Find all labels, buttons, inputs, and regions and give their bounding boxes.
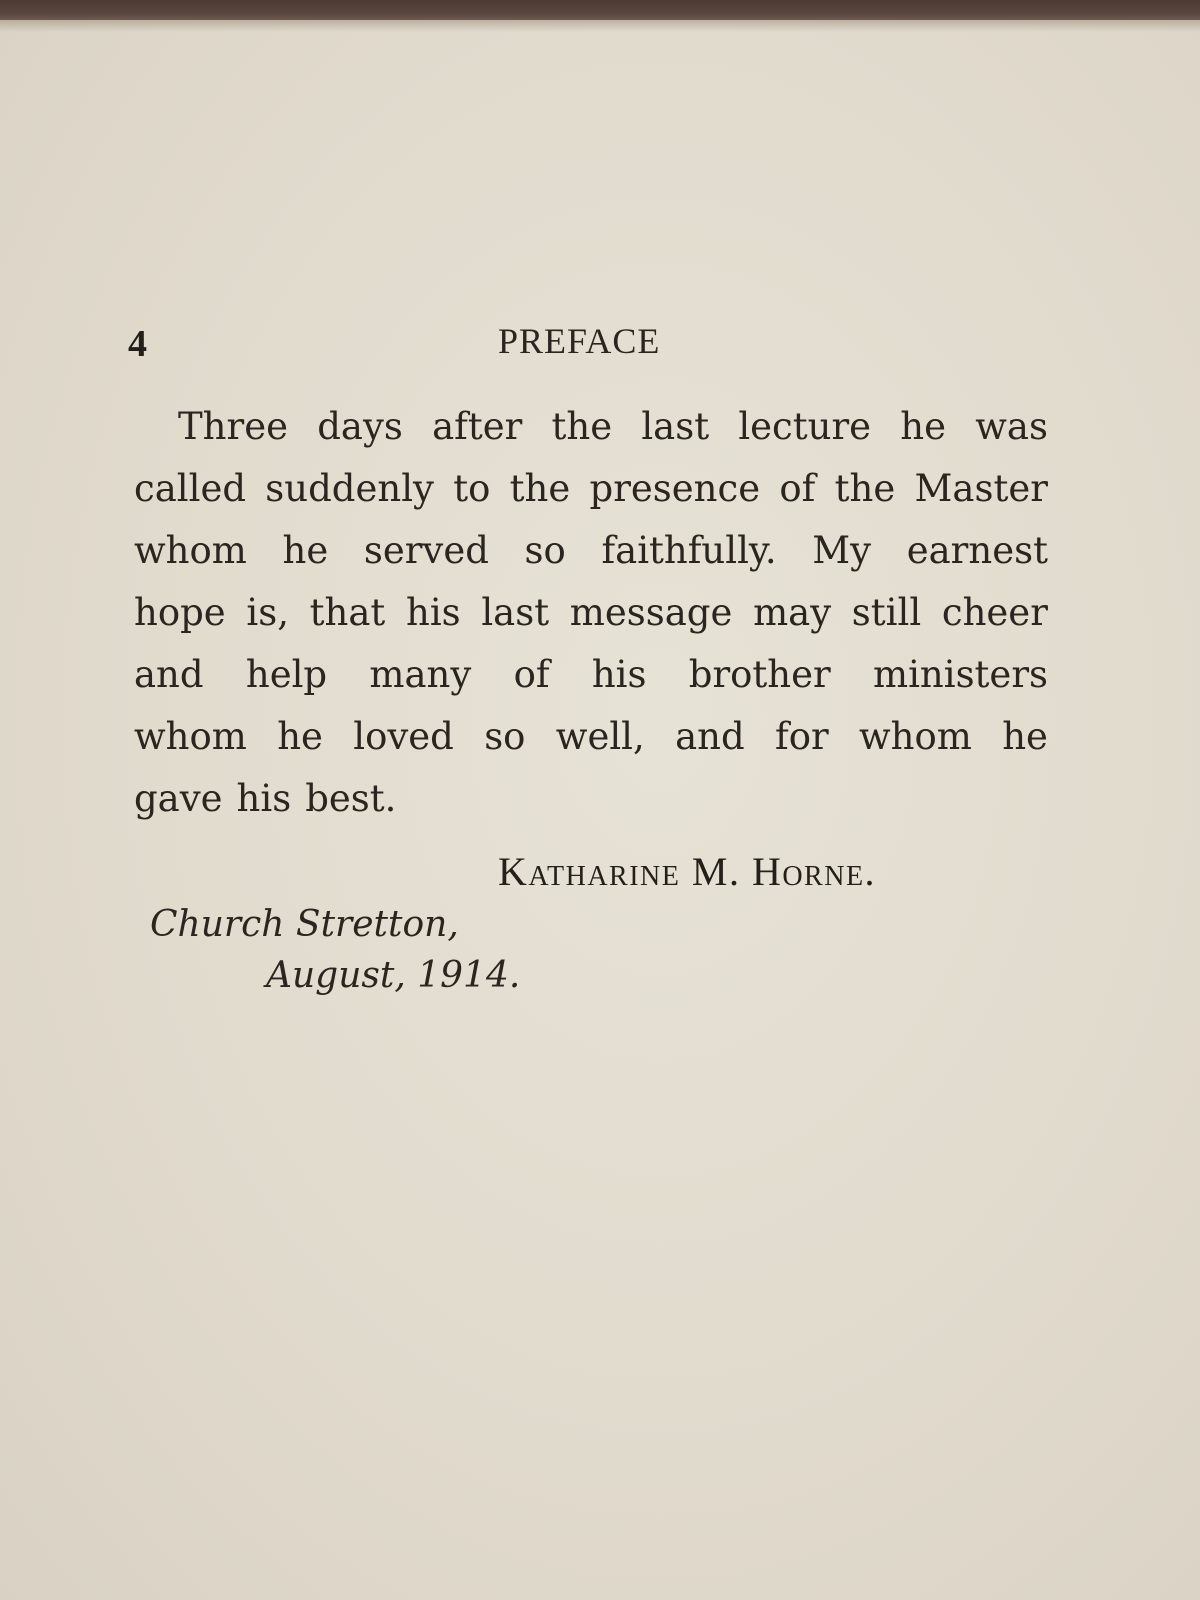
paragraph-word: hope [134, 591, 226, 634]
paragraph-word: the [509, 467, 571, 510]
paragraph-word: called [134, 467, 247, 510]
paragraph-word: to [453, 467, 491, 510]
paragraph-word: ministers [872, 653, 1048, 696]
date-line: August, 1914. [266, 955, 521, 996]
paragraph-word: his [405, 591, 461, 634]
paragraph-word: so [524, 529, 566, 572]
paragraph-word: after [432, 405, 523, 448]
paragraph-word: and [134, 653, 204, 696]
paragraph-word: he [1002, 715, 1048, 758]
paragraph-word: whom [134, 529, 247, 572]
place-line: Church Stretton, [150, 904, 459, 945]
paragraph-word: cheer [941, 591, 1048, 634]
paragraph-word: My [812, 529, 872, 572]
running-head: PREFACE [498, 321, 661, 361]
paragraph-word: suddenly [265, 467, 434, 510]
paragraph-line-1 [134, 396, 1048, 458]
paragraph-word: the [834, 467, 896, 510]
paragraph-word: Three [178, 405, 288, 448]
paragraph-word: presence [589, 467, 761, 510]
paragraph-word: brother [688, 653, 831, 696]
paragraph-word: that [309, 591, 386, 634]
paragraph-word: last [641, 405, 710, 448]
paragraph-word: message [569, 591, 733, 634]
paragraph-word: days [317, 405, 403, 448]
page-header [128, 318, 1028, 368]
paragraph-word: help [245, 653, 328, 696]
paragraph-word: well, [555, 715, 645, 758]
page-shadow [0, 20, 1200, 32]
paragraph-word: loved [353, 715, 454, 758]
paragraph-word: the [551, 405, 613, 448]
paragraph-word: still [851, 591, 922, 634]
paragraph-word: served [363, 529, 489, 572]
paragraph-word: lecture [738, 405, 872, 448]
paragraph-word: best. [305, 777, 397, 820]
paragraph-word: gave [134, 777, 223, 820]
paragraph-line-7 [134, 768, 1048, 830]
preface-paragraph [134, 396, 1048, 830]
paragraph-word: he [900, 405, 946, 448]
paragraph-word: his [591, 653, 647, 696]
paragraph-word: of [779, 467, 816, 510]
paragraph-word: he [277, 715, 323, 758]
paragraph-word: is, [246, 591, 289, 634]
paragraph-word: whom [859, 715, 972, 758]
paragraph-word: last [481, 591, 550, 634]
paragraph-word: he [282, 529, 329, 572]
paragraph-line-4 [134, 582, 1048, 644]
paragraph-word: faithfully. [601, 529, 777, 572]
paragraph-word: so [484, 715, 526, 758]
paragraph-word: earnest [906, 529, 1048, 572]
paragraph-word: of [513, 653, 550, 696]
paragraph-line-2 [134, 458, 1048, 520]
paragraph-word: and [675, 715, 745, 758]
paragraph-word: many [369, 653, 472, 696]
paragraph-word: may [753, 591, 832, 634]
paragraph-word: for [775, 715, 829, 758]
page-number: 4 [128, 323, 147, 365]
paragraph-line-5 [134, 644, 1048, 706]
paragraph-word: his [236, 777, 292, 820]
book-cover-edge [0, 0, 1200, 20]
paragraph-word: whom [134, 715, 247, 758]
paragraph-line-6 [134, 706, 1048, 768]
paragraph-line-3 [134, 520, 1048, 582]
author-signature: Katharine M. Horne. [498, 849, 877, 894]
paragraph-word: was [975, 405, 1048, 448]
paragraph-word: Master [914, 467, 1048, 510]
